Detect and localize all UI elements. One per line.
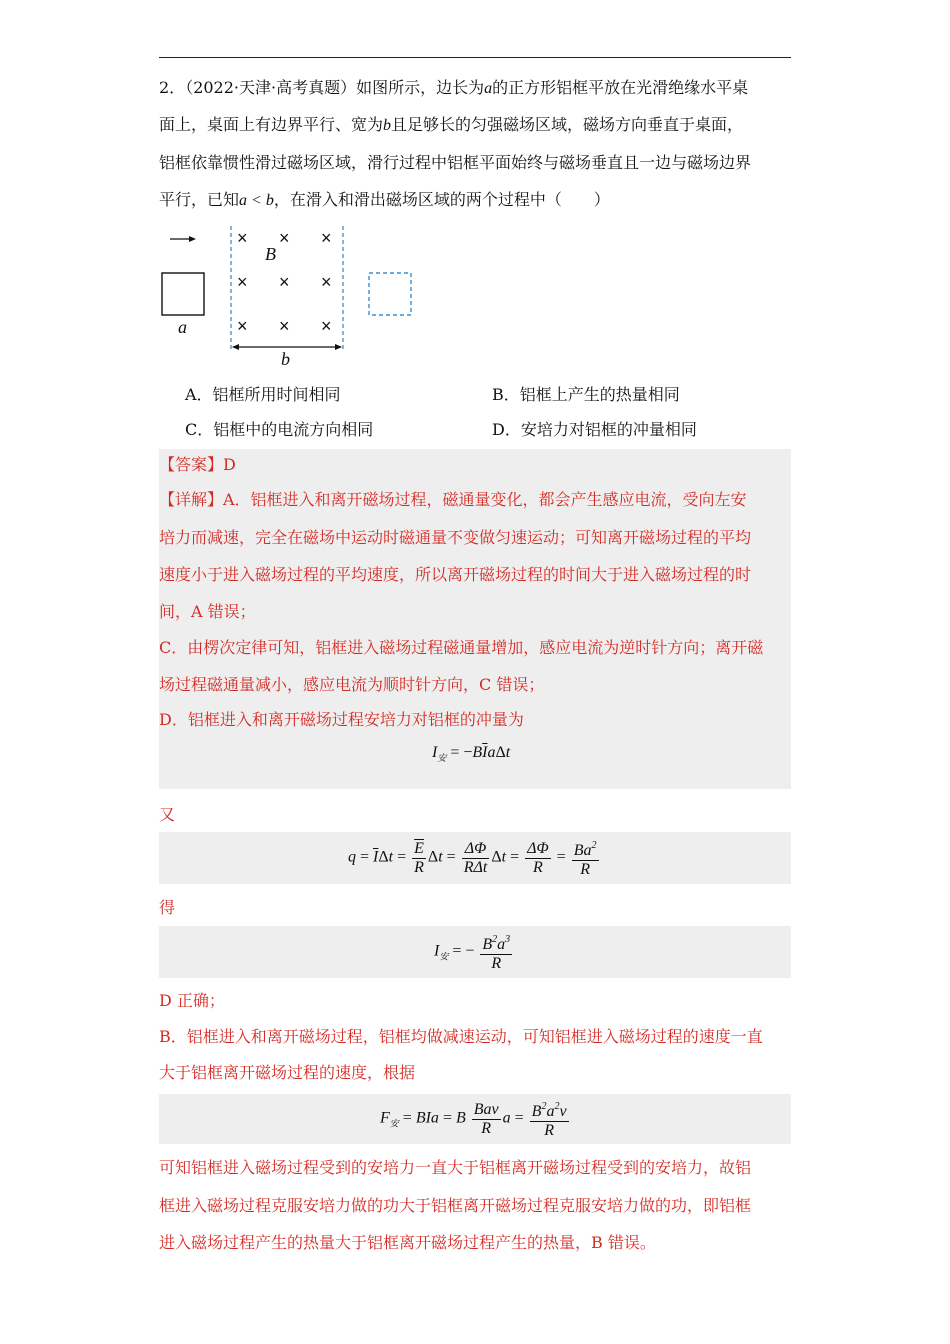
field-cross: × — [237, 228, 248, 248]
aluminum-frame — [162, 273, 204, 315]
question-line-3: 铝框依靠惯性滑过磁场区域，滑行过程中铝框平面始终与磁场垂直且一边与磁场边界 — [159, 153, 752, 172]
label-b: b — [281, 349, 290, 369]
equation-force: $F_安$ = BIa = B $\frac{\text{Bav}}{R}$ a = $\frac{B^2a^2v}{R}$ — [380, 1098, 571, 1140]
analysis-b-line-4: 框进入磁场过程克服安培力做的功大于铝框离开磁场过程克服安培力做的功，即铝框 — [159, 1196, 752, 1215]
question-line-4: 平行，已知a < b，在滑入和滑出磁场区域的两个过程中（ ） — [159, 190, 610, 209]
analysis-b-line-1: B．铝框进入和离开磁场过程，铝框均做减速运动，可知铝框进入磁场过程的速度一直 — [159, 1027, 763, 1046]
field-crosses — [237, 228, 332, 336]
field-cross: × — [279, 272, 290, 292]
analysis-a-line-3: 速度小于进入磁场过程的平均速度，所以离开磁场过程的时间大于进入磁场过程的时 — [159, 565, 752, 584]
analysis-a-line-4: 间，A 错误； — [159, 602, 256, 621]
option-a: A．铝框所用时间相同 — [185, 385, 341, 404]
field-cross: × — [321, 316, 332, 336]
analysis-de: 得 — [159, 898, 176, 917]
analysis-a-line-2: 培力而减速，完全在磁场中运动时磁通量不变做匀速运动；可知离开磁场过程的平均 — [159, 528, 752, 547]
field-cross: × — [237, 316, 248, 336]
analysis-b-line-2: 大于铝框离开磁场过程的速度，根据 — [159, 1063, 416, 1082]
label-B: B — [265, 244, 276, 264]
analysis-b-line-5: 进入磁场过程产生的热量大于铝框离开磁场过程产生的热量，B 错误。 — [159, 1233, 656, 1252]
equation-charge: $q = \overline{I}\Delta t$ = $\frac{\overline{E}}{R}$ Δt = $\frac{\Delta\Phi}{\text{RΔt}}$ Δt = $\frac{\Delta\Phi}{R}$ = $\frac{Ba^2}{R}$ — [348, 837, 601, 879]
magnetic-field-figure — [155, 220, 425, 370]
field-cross: × — [237, 272, 248, 292]
field-cross: × — [279, 228, 290, 248]
option-b: B．铝框上产生的热量相同 — [492, 385, 680, 404]
velocity-arrowhead — [189, 236, 196, 242]
field-cross: × — [279, 316, 290, 336]
equation-result: $I_安$ = − $\frac{B^2a^3}{R}$ — [434, 931, 514, 973]
analysis-d-correct: D 正确； — [159, 991, 225, 1010]
equation-impulse: $I_安 = -B\overline{I}a\Delta t$ — [432, 744, 511, 764]
analysis-a-line-1: 【详解】A．铝框进入和离开磁场过程，磁通量变化，都会产生感应电流，受向左安 — [159, 490, 747, 509]
analysis-d-line-1: D．铝框进入和离开磁场过程安培力对铝框的冲量为 — [159, 710, 524, 729]
analysis-b-line-3: 可知铝框进入磁场过程受到的安培力一直大于铝框离开磁场过程受到的安培力，故铝 — [159, 1158, 752, 1177]
question-line-1: 2．（2022·天津·高考真题）如图所示，边长为a的正方形铝框平放在光滑绝缘水平桌 — [159, 78, 749, 97]
label-a: a — [178, 317, 187, 337]
analysis-you: 又 — [159, 805, 176, 824]
question-line-2: 面上，桌面上有边界平行、宽为b且足够长的匀强磁场区域，磁场方向垂直于桌面， — [159, 115, 744, 134]
field-cross: × — [321, 228, 332, 248]
option-c: C．铝框中的电流方向相同 — [185, 420, 374, 439]
top-rule — [159, 57, 791, 58]
field-cross: × — [321, 272, 332, 292]
answer-label: 【答案】D — [159, 455, 236, 474]
analysis-c-line-1: C．由楞次定律可知，铝框进入磁场过程磁通量增加，感应电流为逆时针方向；离开磁 — [159, 638, 764, 657]
frame-exit-position — [369, 273, 411, 315]
analysis-c-line-2: 场过程磁通量减小，感应电流为顺时针方向，C 错误； — [159, 675, 545, 694]
option-d: D．安培力对铝框的冲量相同 — [492, 420, 697, 439]
